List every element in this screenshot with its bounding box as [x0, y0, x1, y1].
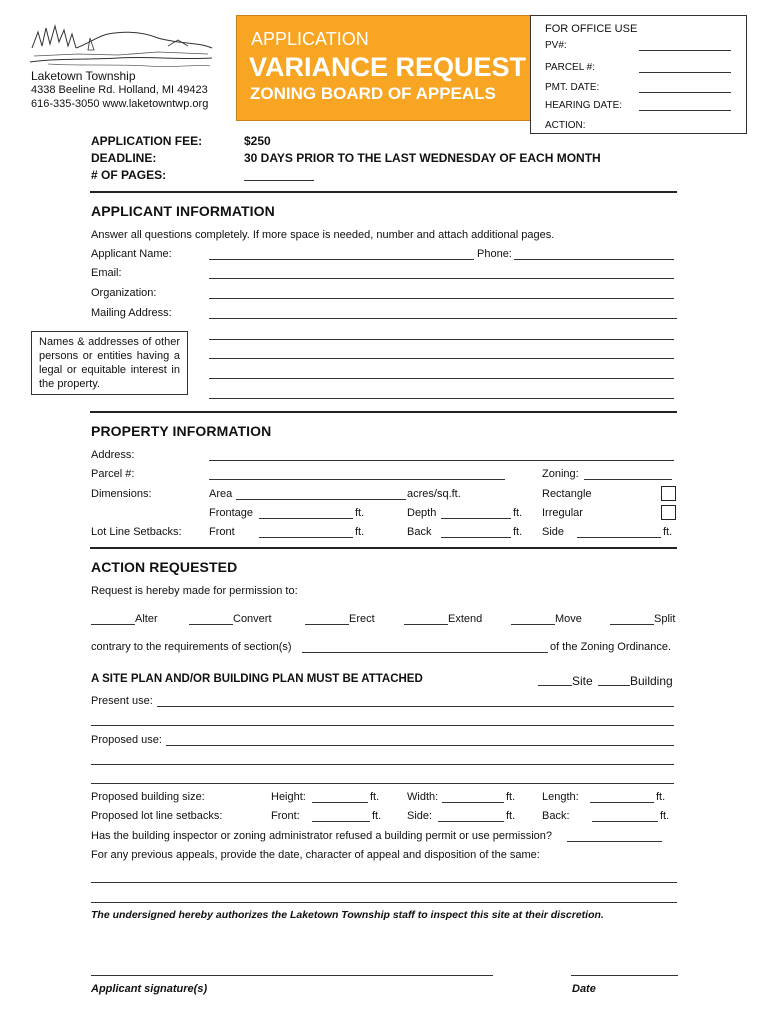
email-field[interactable]	[209, 278, 674, 279]
present-use-field-2[interactable]	[91, 725, 674, 726]
setback-front-field[interactable]	[259, 537, 353, 538]
frontage-label: Frontage	[209, 507, 254, 519]
lot-front-unit: ft.	[372, 810, 382, 822]
office-parcel-label: PARCEL #:	[545, 62, 596, 73]
width-unit: ft.	[506, 791, 516, 803]
siteplan-notice: A SITE PLAN AND/OR BUILDING PLAN MUST BE ATTACHED	[91, 673, 423, 685]
setback-back-unit: ft.	[513, 526, 523, 538]
applicant-name-field[interactable]	[209, 259, 474, 260]
setback-front-label: Front	[209, 526, 235, 538]
area-unit: acres/sq.ft.	[407, 488, 461, 500]
lot-front-field[interactable]	[312, 821, 370, 822]
present-use-field[interactable]	[157, 706, 674, 707]
width-field[interactable]	[442, 802, 504, 803]
frontage-unit: ft.	[355, 507, 365, 519]
previous-appeals-field-2[interactable]	[91, 902, 677, 903]
previous-appeals-field-1[interactable]	[91, 882, 677, 883]
mailing-address-label: Mailing Address:	[91, 307, 172, 319]
pages-label: # OF PAGES:	[91, 168, 167, 182]
applicant-name-label: Applicant Name:	[91, 248, 172, 260]
length-field[interactable]	[590, 802, 654, 803]
office-parcel-line[interactable]	[639, 72, 731, 73]
previous-appeals-label: For any previous appeals, provide the date, character of appeal and disposition of the same:	[91, 849, 540, 861]
org-name: Laketown Township	[31, 69, 136, 83]
parcel-label: Parcel #:	[91, 468, 135, 480]
setback-back-field[interactable]	[441, 537, 511, 538]
width-label: Width:	[407, 791, 439, 803]
lot-side-field[interactable]	[438, 821, 504, 822]
frontage-field[interactable]	[259, 518, 353, 519]
office-pv-label: PV#:	[545, 40, 567, 51]
interested-parties-line-4[interactable]	[209, 398, 674, 399]
convert-blank[interactable]	[189, 624, 233, 625]
setback-side-unit: ft.	[663, 526, 673, 538]
extend-option: Extend	[448, 613, 483, 625]
site-option: Site	[572, 674, 593, 688]
lot-front-label: Front:	[271, 810, 300, 822]
office-use-heading: FOR OFFICE USE	[545, 23, 638, 35]
rectangle-checkbox[interactable]	[661, 486, 676, 501]
lot-back-label: Back:	[542, 810, 570, 822]
building-size-label: Proposed building size:	[91, 791, 205, 803]
phone-field[interactable]	[514, 259, 674, 260]
authorization-statement: The undersigned hereby authorizes the Laketown Township staff to inspect this site at their discretion.	[91, 909, 604, 921]
area-label: Area	[209, 488, 233, 500]
interested-parties-note: Names & addresses of other persons or entities having a legal or equitable interest in the property.	[31, 331, 188, 395]
deadline-value: 30 DAYS PRIOR TO THE LAST WEDNESDAY OF EACH MONTH	[244, 151, 601, 165]
applicant-instructions: Answer all questions completely. If more space is needed, number and attach additional pages.	[91, 229, 555, 241]
request-text: Request is hereby made for permission to:	[91, 585, 298, 597]
property-address-label: Address:	[91, 449, 135, 461]
alter-option: Alter	[135, 613, 158, 625]
organization-field[interactable]	[209, 298, 674, 299]
office-pmt-label: PMT. DATE:	[545, 82, 600, 93]
irregular-label: Irregular	[542, 507, 583, 519]
depth-unit: ft.	[513, 507, 523, 519]
split-option: Split	[654, 613, 676, 625]
zoning-field[interactable]	[584, 479, 672, 480]
office-hearing-label: HEARING DATE:	[545, 100, 623, 111]
date-field[interactable]	[571, 975, 678, 976]
area-field[interactable]	[236, 499, 406, 500]
parcel-field[interactable]	[209, 479, 505, 480]
building-blank[interactable]	[598, 685, 630, 686]
refused-question: Has the building inspector or zoning administrator refused a building permit or use permission?	[91, 830, 553, 842]
fee-label: APPLICATION FEE:	[91, 134, 203, 148]
mailing-address-field[interactable]	[209, 318, 677, 319]
office-use-box	[530, 15, 747, 134]
sections-field[interactable]	[302, 652, 548, 653]
extend-blank[interactable]	[404, 624, 448, 625]
setback-front-unit: ft.	[355, 526, 365, 538]
divider-1	[90, 191, 677, 193]
building-option: Building	[630, 674, 673, 688]
fee-value: $250	[244, 134, 271, 148]
signature-field[interactable]	[91, 975, 493, 976]
lot-back-unit: ft.	[660, 810, 670, 822]
township-logo	[28, 18, 214, 70]
action-heading: ACTION REQUESTED	[91, 559, 238, 575]
ordinance-label: of the Zoning Ordinance.	[550, 641, 672, 653]
zoning-label: Zoning:	[542, 468, 579, 480]
lot-side-unit: ft.	[506, 810, 516, 822]
alter-blank[interactable]	[91, 624, 135, 625]
erect-option: Erect	[349, 613, 375, 625]
refused-answer-field[interactable]	[567, 841, 662, 842]
depth-field[interactable]	[441, 518, 511, 519]
applicant-heading: APPLICANT INFORMATION	[91, 203, 275, 219]
organization-label: Organization:	[91, 287, 157, 299]
date-label: Date	[572, 983, 596, 995]
deadline-label: DEADLINE:	[91, 151, 157, 165]
divider-3	[90, 547, 677, 549]
setback-side-field[interactable]	[577, 537, 661, 538]
lot-side-label: Side:	[407, 810, 433, 822]
interested-parties-line-2[interactable]	[209, 358, 674, 359]
present-use-label: Present use:	[91, 695, 153, 707]
move-option: Move	[555, 613, 582, 625]
height-unit: ft.	[370, 791, 380, 803]
setbacks-label: Lot Line Setbacks:	[91, 526, 182, 538]
interested-parties-line-1[interactable]	[209, 339, 674, 340]
title-zba: ZONING BOARD OF APPEALS	[250, 84, 496, 103]
length-unit: ft.	[656, 791, 666, 803]
length-label: Length:	[542, 791, 579, 803]
proposed-use-field-3[interactable]	[91, 783, 674, 784]
proposed-use-field[interactable]	[166, 745, 674, 746]
site-blank[interactable]	[538, 685, 572, 686]
signature-label: Applicant signature(s)	[91, 983, 208, 995]
lot-back-field[interactable]	[592, 821, 658, 822]
convert-option: Convert	[233, 613, 272, 625]
erect-blank[interactable]	[305, 624, 349, 625]
office-action-label: ACTION:	[545, 120, 586, 131]
title-box	[236, 15, 532, 121]
proposed-use-label: Proposed use:	[91, 734, 162, 746]
contrary-label: contrary to the requirements of section(s)	[91, 641, 292, 653]
org-address: 4338 Beeline Rd. Holland, MI 49423	[31, 84, 208, 96]
property-address-field[interactable]	[209, 460, 674, 461]
interested-parties-line-3[interactable]	[209, 378, 674, 379]
rectangle-label: Rectangle	[542, 488, 592, 500]
title-variance-request: VARIANCE REQUEST	[249, 52, 527, 82]
split-blank[interactable]	[610, 624, 654, 625]
dimensions-label: Dimensions:	[91, 488, 152, 500]
title-application: APPLICATION	[251, 29, 369, 49]
depth-label: Depth	[407, 507, 437, 519]
height-label: Height:	[271, 791, 306, 803]
move-blank[interactable]	[511, 624, 555, 625]
org-contact: 616-335-3050 www.laketowntwp.org	[31, 98, 209, 110]
setback-back-label: Back	[407, 526, 432, 538]
divider-2	[90, 411, 677, 413]
property-heading: PROPERTY INFORMATION	[91, 423, 272, 439]
pages-line[interactable]	[244, 180, 314, 181]
office-pv-line[interactable]	[639, 50, 731, 51]
setback-side-label: Side	[542, 526, 565, 538]
office-hearing-line[interactable]	[639, 110, 731, 111]
lot-setbacks-label: Proposed lot line setbacks:	[91, 810, 223, 822]
irregular-checkbox[interactable]	[661, 505, 676, 520]
proposed-use-field-2[interactable]	[91, 764, 674, 765]
office-pmt-line[interactable]	[639, 92, 731, 93]
phone-label: Phone:	[477, 248, 512, 260]
email-label: Email:	[91, 267, 122, 279]
height-field[interactable]	[312, 802, 368, 803]
